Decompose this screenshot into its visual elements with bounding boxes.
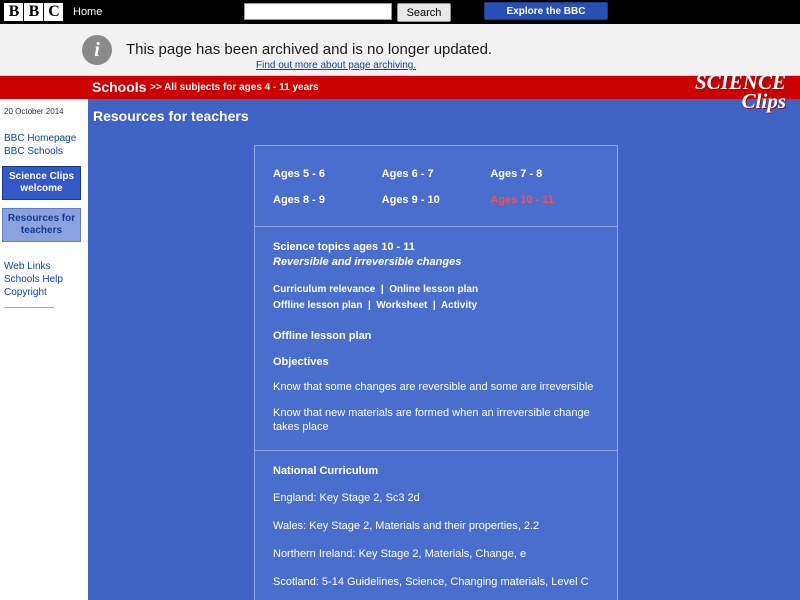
link-online-lesson-plan[interactable]: Online lesson plan bbox=[389, 284, 479, 295]
age-link-9-10[interactable]: Ages 9 - 10 bbox=[381, 194, 440, 206]
bbc-top-bar bbox=[0, 0, 800, 24]
page-title: Resources for teachers bbox=[93, 108, 249, 124]
science-clips-logo-line1: SCIENCE bbox=[694, 70, 786, 94]
explore-bbc-button[interactable]: Explore the BBC bbox=[484, 2, 608, 20]
sidebar-item-schools-help[interactable]: Schools Help bbox=[4, 274, 63, 285]
curriculum-item-scotland: Scotland: 5-14 Guidelines, Science, Changing materials, Level C bbox=[273, 576, 589, 588]
search-button[interactable]: Search bbox=[397, 3, 451, 22]
topic-heading: Science topics ages 10 - 11 bbox=[273, 241, 415, 253]
sidebar-item-bbc-homepage[interactable]: BBC Homepage bbox=[4, 133, 77, 144]
section-heading-offline-lesson-plan: Offline lesson plan bbox=[273, 330, 372, 342]
schools-label[interactable]: Schools bbox=[92, 79, 147, 95]
age-link-6-7[interactable]: Ages 6 - 7 bbox=[381, 168, 434, 180]
bbc-logo-letter-b2: B bbox=[24, 3, 43, 21]
bbc-logo[interactable] bbox=[4, 3, 63, 21]
objectives-heading: Objectives bbox=[273, 356, 329, 368]
age-link-7-8[interactable]: Ages 7 - 8 bbox=[490, 168, 543, 180]
curriculum-item-england: England: Key Stage 2, Sc3 2d bbox=[273, 492, 420, 504]
national-curriculum-section bbox=[255, 451, 617, 600]
bbc-logo-letter-c: C bbox=[44, 3, 63, 21]
curriculum-item-wales: Wales: Key Stage 2, Materials and their properties, 2.2 bbox=[273, 520, 540, 532]
sidebar-links-top bbox=[4, 132, 88, 158]
age-link-10-11[interactable]: Ages 10 - 11 bbox=[490, 194, 554, 206]
sidebar-divider bbox=[4, 307, 54, 308]
topic-section bbox=[255, 227, 617, 451]
science-clips-logo bbox=[694, 70, 786, 113]
archive-info-link[interactable]: Find out more about page archiving. bbox=[256, 60, 417, 71]
sidebar-date: 20 October 2014 bbox=[4, 107, 64, 116]
age-link-8-9[interactable]: Ages 8 - 9 bbox=[273, 194, 325, 206]
link-activity[interactable]: Activity bbox=[440, 300, 478, 311]
objective-item-1: Know that some changes are reversible and some are irreversible bbox=[273, 381, 594, 393]
curriculum-heading: National Curriculum bbox=[273, 465, 379, 477]
sidebar-item-resources-for-teachers[interactable]: Resources for teachers bbox=[2, 208, 81, 242]
sidebar-item-bbc-schools[interactable]: BBC Schools bbox=[4, 146, 63, 157]
age-link-5-6[interactable]: Ages 5 - 6 bbox=[273, 168, 325, 180]
archive-message: This page has been archived and is no longer updated. bbox=[126, 41, 493, 58]
sidebar bbox=[0, 99, 88, 600]
objective-item-2: Know that new materials are formed when an irreversible change takes place bbox=[273, 407, 590, 433]
link-worksheet[interactable]: Worksheet bbox=[376, 300, 428, 311]
age-group-selector bbox=[255, 146, 617, 227]
resource-links bbox=[273, 282, 599, 314]
content-panel bbox=[254, 145, 618, 600]
schools-bar bbox=[0, 76, 800, 99]
info-icon: i bbox=[82, 35, 112, 65]
home-link[interactable]: Home bbox=[73, 6, 103, 18]
bbc-logo-letter-b1: B bbox=[4, 3, 23, 21]
topic-subheading: Reversible and irreversible changes bbox=[273, 256, 462, 268]
link-offline-lesson-plan[interactable]: Offline lesson plan bbox=[273, 300, 363, 311]
search-input[interactable] bbox=[244, 3, 392, 20]
link-separator-1: | bbox=[378, 284, 387, 295]
science-clips-logo-line2: Clips bbox=[741, 89, 786, 113]
link-separator-3: | bbox=[430, 300, 439, 311]
sidebar-item-science-clips-welcome[interactable]: Science Clips welcome bbox=[2, 166, 81, 200]
search-area bbox=[244, 3, 451, 22]
archive-banner bbox=[0, 24, 800, 76]
sidebar-item-web-links[interactable]: Web Links bbox=[4, 261, 51, 272]
link-curriculum-relevance[interactable]: Curriculum relevance bbox=[273, 284, 376, 295]
sidebar-links-bottom bbox=[4, 260, 88, 299]
curriculum-item-northern-ireland: Northern Ireland: Key Stage 2, Materials, Change, e bbox=[273, 548, 527, 560]
breadcrumb[interactable]: >> All subjects for ages 4 - 11 years bbox=[150, 82, 319, 93]
sidebar-item-copyright[interactable]: Copyright bbox=[4, 287, 47, 298]
link-separator-2: | bbox=[365, 300, 374, 311]
